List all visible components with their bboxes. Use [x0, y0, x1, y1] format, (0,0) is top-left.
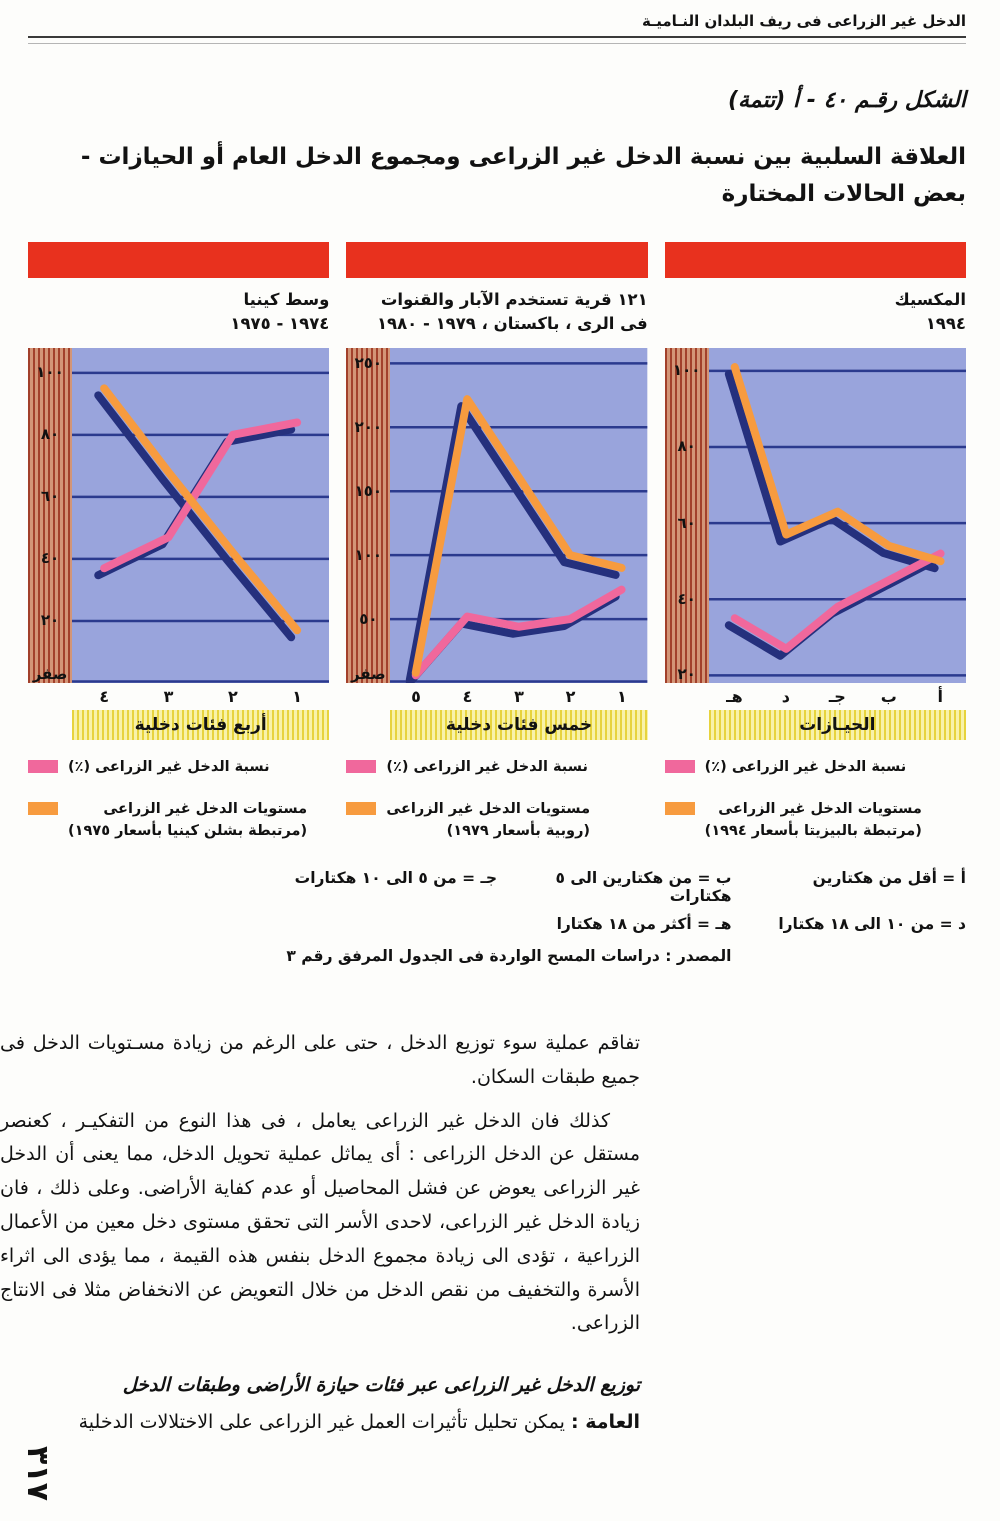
- y-axis-tick-label: ٢٠: [40, 611, 60, 630]
- y-axis-tick-label: ١٥٠: [354, 481, 383, 500]
- plot-row: [28, 348, 329, 683]
- legend-label: مستويات الدخل غير الزراعى (مرتبطة بالبيزيتا بأسعار ١٩٩٤): [704, 800, 922, 840]
- x-axis-category-label: ٥: [411, 686, 421, 706]
- legend-label: نسبة الدخل غير الزراعى (٪): [704, 758, 907, 775]
- y-axis-tick-label: ٨٠: [40, 425, 60, 444]
- footnote-j: جـ = من ٥ الى ١٠ هكتارات: [294, 868, 497, 887]
- x-axis-category-label: ١: [292, 686, 303, 706]
- y-axis-tick-label: ١٠٠: [672, 361, 701, 380]
- legend-item: [346, 756, 647, 778]
- x-axis-category-label: جـ: [828, 686, 846, 706]
- y-axis-tick-label: صفر: [32, 664, 68, 683]
- x-axis-category-label: ٤: [462, 686, 473, 706]
- x-axis-category-label: ٣: [514, 686, 524, 706]
- plot-wrap: [72, 348, 329, 683]
- legend-item: [28, 798, 329, 843]
- legend-swatch-icon: [346, 760, 376, 773]
- paragraph: [0, 1406, 640, 1438]
- y-axis-tick-label: ١٠٠: [36, 363, 64, 382]
- y-axis-tick-label: ١٠٠: [354, 545, 383, 564]
- legend-swatch-icon: [28, 802, 58, 815]
- charts-row: [28, 242, 966, 843]
- paragraph-rest: يمكن تحليل تأثيرات العمل غير الزراعى على الاختلالات الدخلية: [78, 1410, 571, 1433]
- figure-title-line2: بعض الحالات المختارة: [721, 181, 966, 208]
- legend-swatch-icon: [665, 760, 695, 773]
- chart-title-line1: المكسيك: [894, 289, 966, 309]
- x-axis-category-label: هـ: [726, 686, 743, 706]
- plot-area: [72, 348, 329, 683]
- plot-row: [346, 348, 647, 683]
- chart-title: [665, 288, 966, 348]
- y-axis-tick-label: ٦٠: [677, 513, 696, 532]
- y-axis-tick-label: ٢٠٠: [354, 417, 383, 436]
- chart-mexico: [665, 242, 966, 843]
- footnote-a: أ = أقل من هكتارين: [812, 868, 966, 887]
- y-axis-strip: [346, 348, 390, 683]
- legend-item: [28, 756, 329, 778]
- x-axis-category-label: ٤: [99, 686, 110, 706]
- x-axis-category-label: ٢: [565, 686, 576, 706]
- paragraph: كذلك فان الدخل غير الزراعى يعامل ، فى هذا النوع من التفكيـر ، كعنصر مستقل عن الدخل الزراعى : أى يماثل عملية تحويل الدخل، مما يعنى أن الدخل غير الزراعى يعوض عن فشل المحاصيل أو عدم كفاية الأراضى. وعلى ذلك ، فان زيادة الدخل غير الزراعى، لاحدى الأسر التى تحقق مستوى دخل معين من الأعمال الزراعية ، تؤدى الى زيادة مجموع الدخل بنفس هذه القيمة ، مما يؤدى الى اثراء الأسرة والتخفيف من نقص الدخل من خلال التعويض عن الانخفاض مثلا فى الانتاج الزراعى.: [0, 1109, 640, 1335]
- chart-title-line2: فى الرى ، باكستان ، ١٩٧٩ - ١٩٨٠: [376, 314, 648, 334]
- y-axis-tick-label: ٨٠: [677, 437, 696, 456]
- x-axis-category-label: د: [781, 686, 790, 706]
- page-number: ٣١٧: [19, 1446, 55, 1501]
- x-axis-category-label: ٣: [163, 686, 174, 706]
- chart-title-line2: ١٩٧٤ - ١٩٧٥: [230, 314, 330, 334]
- legend-swatch-icon: [665, 802, 695, 815]
- x-axis-title: خمس فئات دخلية: [390, 710, 647, 740]
- header-rule: [28, 36, 966, 44]
- footnote-d: د = من ١٠ الى ١٨ هكتارا: [778, 914, 966, 933]
- paragraph-lead: العامة :: [570, 1410, 640, 1433]
- y-axis-tick-label: ٤٠: [677, 589, 696, 608]
- body-text: [0, 1027, 640, 1438]
- legend-label: نسبة الدخل غير الزراعى (٪): [68, 758, 270, 775]
- legend-label: نسبة الدخل غير الزراعى (٪): [386, 758, 588, 775]
- plot-wrap: [390, 348, 647, 683]
- chart-title-line1: وسط كينيا: [243, 289, 330, 309]
- running-head: الدخل غير الزراعى فى ريف البلدان النـاميـة: [641, 12, 966, 30]
- section-heading: توزيع الدخل غير الزراعى عبر فئات حيازة الأراضى وطبقات الدخل: [122, 1374, 640, 1397]
- x-axis-category-label: ١: [617, 686, 627, 706]
- x-axis-labels: [390, 683, 647, 710]
- chart-legend: [28, 756, 329, 843]
- chart-title: [28, 288, 329, 348]
- y-axis-tick-label: ٢٥٠: [354, 353, 383, 372]
- legend-item: [346, 798, 647, 843]
- chart-pakistan: [346, 242, 647, 843]
- y-axis-tick-label: ٤٠: [40, 549, 60, 568]
- chart-kenya: [28, 242, 329, 843]
- figure-title: [28, 139, 966, 214]
- figure-title-line1: العلاقة السلبية بين نسبة الدخل غير الزراعى ومجموع الدخل العام أو الحيازات -: [80, 144, 966, 170]
- x-axis-labels: [72, 683, 329, 710]
- legend-item: [665, 798, 966, 843]
- plot-wrap: [709, 348, 966, 683]
- chart-legend: [665, 756, 966, 843]
- chart-title-line2: ١٩٩٤: [925, 314, 966, 334]
- legend-item: [665, 756, 966, 778]
- page-header: [28, 12, 966, 44]
- plot-area: [390, 348, 647, 683]
- legend-label: مستويات الدخل غير الزراعى (مرتبطة بشلن كينيا بأسعار ١٩٧٥): [68, 800, 308, 840]
- figure-caption: الشكل رقـم ٤٠ - أ (تتمة): [727, 88, 966, 113]
- y-axis-tick-label: صفر: [351, 664, 386, 683]
- x-axis-labels: [709, 683, 966, 710]
- y-axis-tick-label: ٥٠: [359, 609, 378, 628]
- legend-swatch-icon: [28, 760, 58, 773]
- y-axis-strip: [665, 348, 709, 683]
- x-axis-category-label: ٢: [227, 686, 238, 706]
- figure-footnotes: [263, 869, 967, 965]
- legend-swatch-icon: [346, 802, 376, 815]
- chart-header-bar: [665, 242, 966, 278]
- y-axis-strip: [28, 348, 72, 683]
- chart-title-line1: ١٢١ قرية تستخدم الآبار والقنوات: [380, 289, 648, 309]
- y-axis-tick-label: ٢٠: [677, 664, 696, 683]
- chart-header-bar: [28, 242, 329, 278]
- y-axis-tick-label: ٦٠: [40, 487, 60, 506]
- source-note: المصدر : دراسات المسح الواردة فى الجدول المرفق رقم ٣: [286, 946, 732, 965]
- x-axis-title: أربع فئات دخلية: [72, 710, 329, 740]
- footnote-h: هـ = أكثر من ١٨ هكتارا: [556, 914, 732, 933]
- chart-header-bar: [346, 242, 647, 278]
- legend-label: مستويات الدخل غير الزراعى (روبية بأسعار ١٩٧٩): [386, 800, 591, 840]
- paragraph: تفاقم عملية سوء توزيع الدخل ، حتى على الرغم من زيادة مسـتويات الدخل فى جميع طبقات السكان.: [0, 1031, 640, 1088]
- plot-area: [709, 348, 966, 683]
- x-axis-category-label: ب: [880, 686, 897, 706]
- plot-row: [665, 348, 966, 683]
- chart-title: [346, 288, 647, 348]
- x-axis-category-label: أ: [937, 686, 943, 706]
- chart-legend: [346, 756, 647, 843]
- footnote-b: ب = من هكتارين الى ٥ هكتارات: [555, 868, 732, 905]
- x-axis-title: الحيـازات: [709, 710, 966, 740]
